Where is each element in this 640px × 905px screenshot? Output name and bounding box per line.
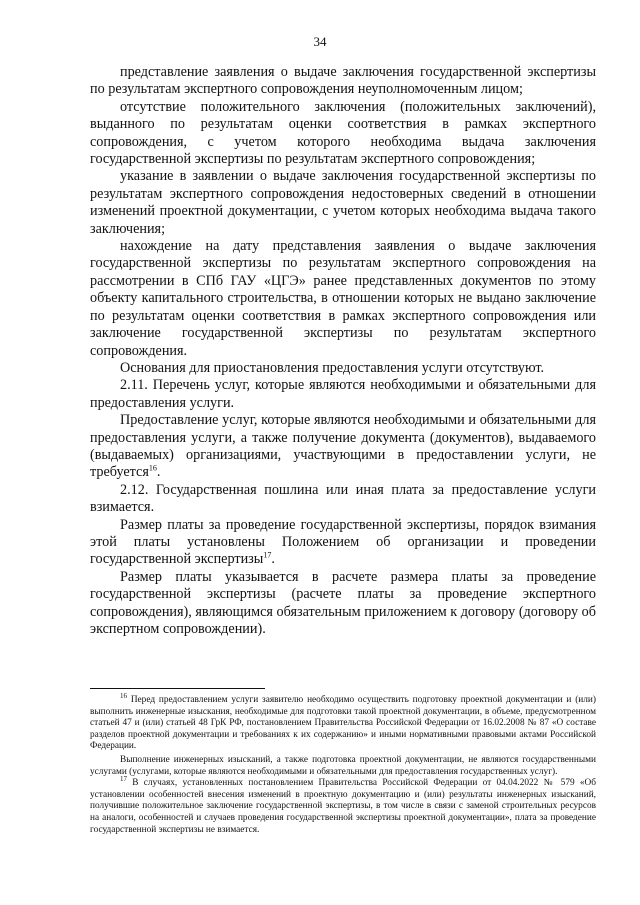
page-number: 34 bbox=[313, 34, 327, 49]
footnote-text: Выполнение инженерных изысканий, а также подготовка проектной документации, не являются государственными услугами (услугами, которые являются необходимыми и обязательными для предоставления государственных услуг). bbox=[90, 754, 596, 777]
paragraph: указание в заявлении о выдаче заключения государственной экспертизы по результатам экспертного сопровождения недостоверных сведений в отношении изменений проектной документации, с учетом которых необходима выдача такого заключения; bbox=[90, 168, 596, 237]
paragraph: представление заявления о выдаче заключения государственной экспертизы по результатам экспертного сопровождения неуполномоченным лицом; bbox=[90, 64, 596, 98]
paragraph-text: Предоставление услуг, которые являются необходимыми и обязательными для предоставления услуги, а также получение документа (документов), выдаваемого (выдаваемых) организациями, участвующими в предоставлении услуги, не требуется bbox=[90, 412, 596, 481]
paragraph: отсутствие положительного заключения (положительных заключений), выданного по результатам оценки соответствия в рамках экспертного сопровождения, с учетом которого необходима выдача заключения государственной экспертизы по результатам экспертного сопровождения; bbox=[90, 98, 596, 168]
paragraph-tail: . bbox=[271, 551, 275, 568]
footnote-divider bbox=[90, 688, 265, 689]
footnote-16 bbox=[90, 691, 596, 753]
paragraph-tail: . bbox=[156, 464, 161, 481]
footnote-ref-16[interactable]: 16 bbox=[148, 463, 157, 473]
paragraph: Размер платы указывается в расчете размера платы за проведение государственной экспертизы (расчете платы за проведение экспертного сопровождения), являющимся обязательным приложением к договору (договору об экспертном сопровождении). bbox=[90, 568, 596, 637]
paragraph: Основания для приостановления предоставления услуги отсутствуют. bbox=[120, 359, 545, 376]
document-body bbox=[90, 64, 596, 638]
footnotes bbox=[90, 691, 596, 836]
footnote-text: В случаях, установленных постановлением Правительства Российской Федерации от 04.04.2022 № 579 «Об установлении особенностей внесения изменений в проектную документацию и (или) результаты инженерных изысканий, получившие положительное заключение государственной экспертизы, в том числе в связи с заменой строительных ресурсов на аналоги, особенностей и случаев проведения государственной экспертизы проектной документации», плата за проведение государственной экспертизы не взимается. bbox=[90, 778, 596, 835]
footnote-mark: 16 bbox=[120, 691, 127, 700]
footnote-16-continuation bbox=[90, 755, 596, 778]
paragraph-with-footnote-16 bbox=[90, 412, 596, 482]
footnote-17 bbox=[90, 775, 596, 836]
paragraph-with-footnote-17 bbox=[90, 517, 596, 569]
section-heading-2-12: 2.12. Государственная пошлина или иная плата за предоставление услуги взимается. bbox=[90, 481, 596, 516]
footnote-text: Перед предоставлением услуги заявителю необходимо осуществить подготовку проектной документации и (или) выполнить инженерные изыскания, необходимые для подготовки такой проектной документации, в объеме, предусмотренном статьей 47 и (или) статьей 48 ГрК РФ, постановлением Правительства Российской Федерации от 16.02.2008 № 87 «О составе разделов проектной документации и требованиях к их содержанию» и иными нормативными правовыми актами Российской Федерации. bbox=[90, 695, 596, 752]
section-heading-2-11: 2.11. Перечень услуг, которые являются необходимыми и обязательными для предоставления услуги. bbox=[90, 377, 596, 411]
footnote-mark: 17 bbox=[120, 775, 127, 784]
paragraph: нахождение на дату представления заявления о выдаче заключения государственной экспертизы по результатам экспертного сопровождения на рассмотрении в СПб ГАУ «ЦГЭ» ранее представленных документов по этому объекту капитального строительства, в отношении которых не выдано заключение по результатам оценки соответствия в рамках экспертного сопровождения или заключение государственной экспертизы по результатам экспертного сопровождения. bbox=[90, 238, 596, 359]
paragraph-text: Размер платы за проведение государственной экспертизы, порядок взимания этой платы установлены Положением об организации и проведении государственной экспертизы bbox=[90, 516, 596, 568]
footnote-ref-17[interactable]: 17 bbox=[263, 550, 272, 560]
